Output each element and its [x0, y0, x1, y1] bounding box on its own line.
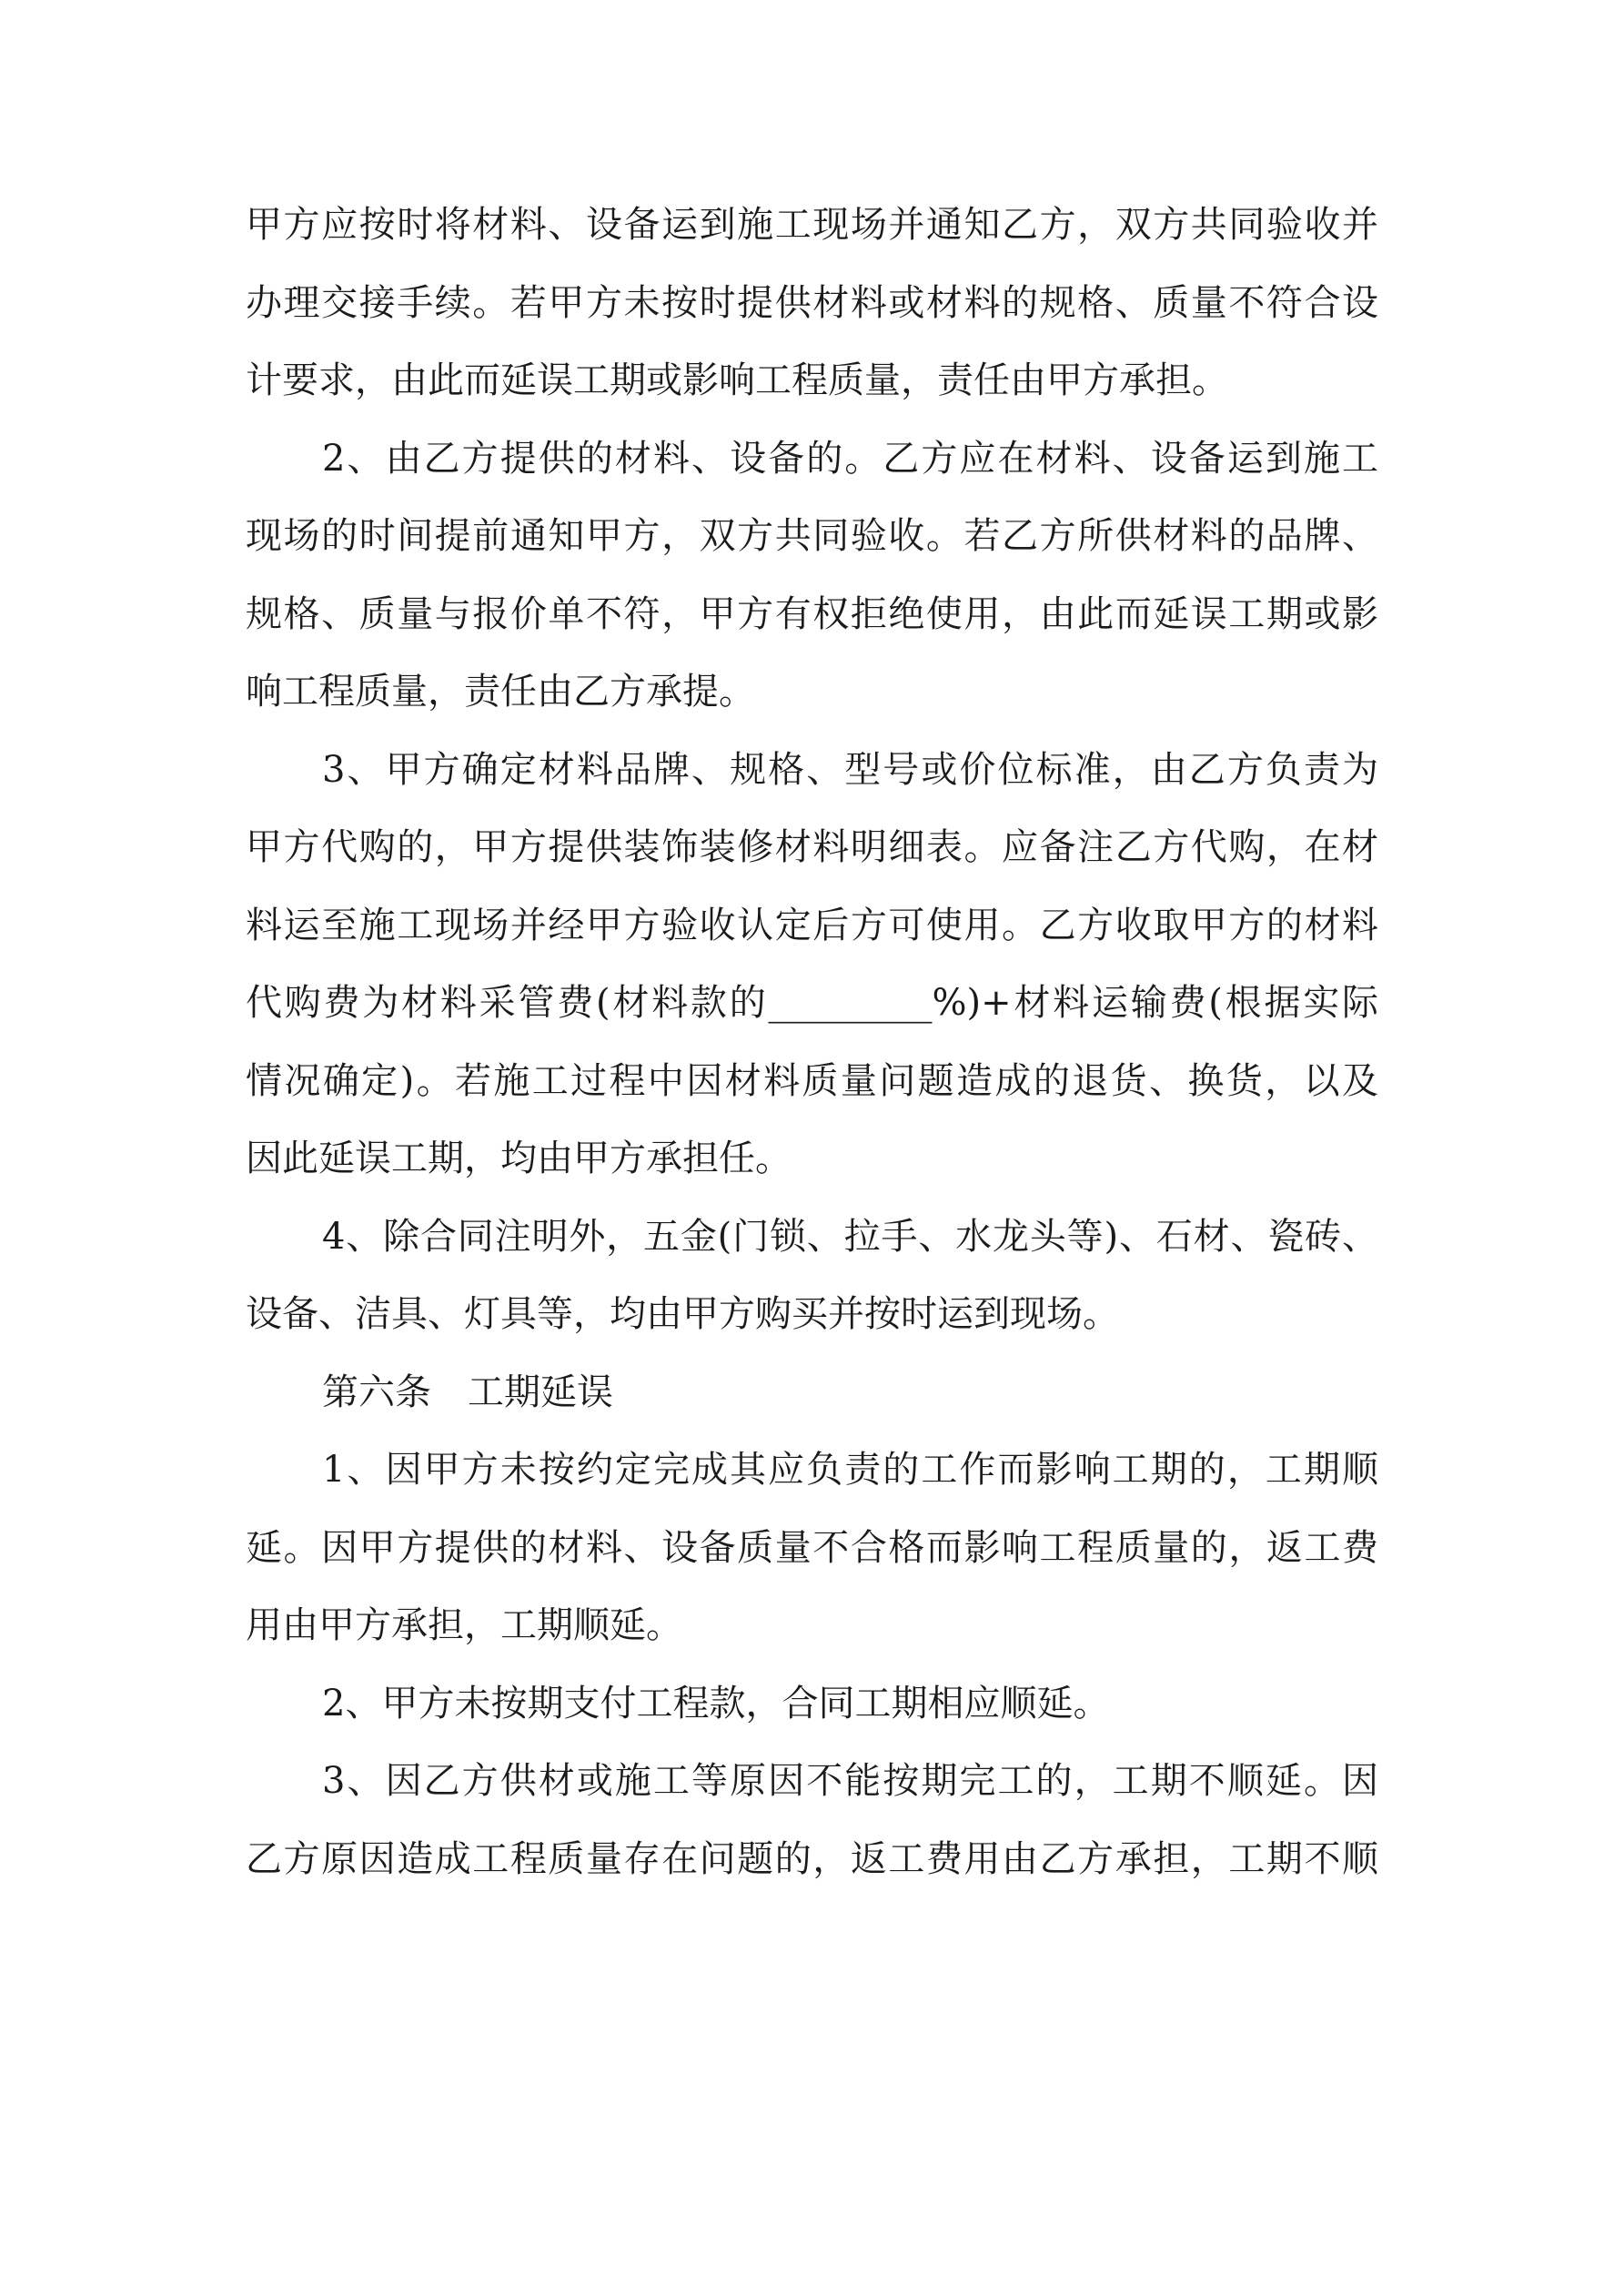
- paragraph-clause-3: [246, 732, 1378, 1199]
- text-line: 2、由乙方提供的材料、设备的。乙方应在材料、设备运到施工: [322, 437, 1378, 480]
- section-heading: 第六条 工期延误: [322, 1371, 613, 1413]
- paragraph-delay-clause-3: [246, 1743, 1378, 1898]
- text-line: 响工程质量，责任由乙方承提。: [246, 671, 755, 713]
- paragraph-clause-4: [246, 1199, 1378, 1354]
- text-line: 设备、洁具、灯具等，均由甲方购买并按时运到现场。: [246, 1293, 1119, 1335]
- paragraph-delay-clause-1: [246, 1431, 1378, 1665]
- text-line: 情况确定)。若施工过程中因材料质量问题造成的退货、换货，以及: [246, 1059, 1378, 1102]
- text-line: 乙方原因造成工程质量存在问题的，返工费用由乙方承担，工期不顺: [246, 1837, 1378, 1880]
- text-line: 1、因甲方未按约定完成其应负责的工作而影响工期的，工期顺: [322, 1449, 1378, 1491]
- text-line: 规格、质量与报价单不符，甲方有权拒绝使用，由此而延误工期或影: [246, 592, 1378, 635]
- paragraph-material-delivery: [246, 187, 1378, 420]
- text-line: 3、甲方确定材料品牌、规格、型号或价位标准，由乙方负责为: [322, 748, 1378, 791]
- text-line: 3、因乙方供材或施工等原因不能按期完工的，工期不顺延。因: [322, 1760, 1378, 1802]
- text-line: 现场的时间提前通知甲方，双方共同验收。若乙方所供材料的品牌、: [246, 515, 1378, 557]
- text-line: 代购费为材料采管费(材料款的_________%)+材料运输费(根据实际: [246, 982, 1378, 1024]
- text-line: 甲方代购的，甲方提供装饰装修材料明细表。应备注乙方代购，在材: [246, 826, 1378, 868]
- document-body: [246, 187, 1378, 1898]
- text-line: 4、除合同注明外，五金(门锁、拉手、水龙头等)、石材、瓷砖、: [322, 1215, 1378, 1258]
- text-line: 甲方应按时将材料、设备运到施工现场并通知乙方，双方共同验收并: [246, 204, 1378, 246]
- text-line: 延。因甲方提供的材料、设备质量不合格而影响工程质量的，返工费: [246, 1526, 1378, 1569]
- text-line: 用由甲方承担，工期顺延。: [246, 1604, 682, 1646]
- text-line: 料运至施工现场并经甲方验收认定后方可使用。乙方收取甲方的材料: [246, 904, 1378, 946]
- text-line: 因此延误工期，均由甲方承担任。: [246, 1138, 792, 1179]
- text-line: 计要求，由此而延误工期或影响工程质量，责任由甲方承担。: [246, 359, 1228, 401]
- paragraph-clause-2: [246, 420, 1378, 732]
- text-line: 2、甲方未按期支付工程款，合同工期相应顺延。: [322, 1682, 1110, 1725]
- paragraph-delay-clause-2: [246, 1665, 1378, 1744]
- text-line: 办理交接手续。若甲方未按时提供材料或材料的规格、质量不符合设: [246, 281, 1378, 324]
